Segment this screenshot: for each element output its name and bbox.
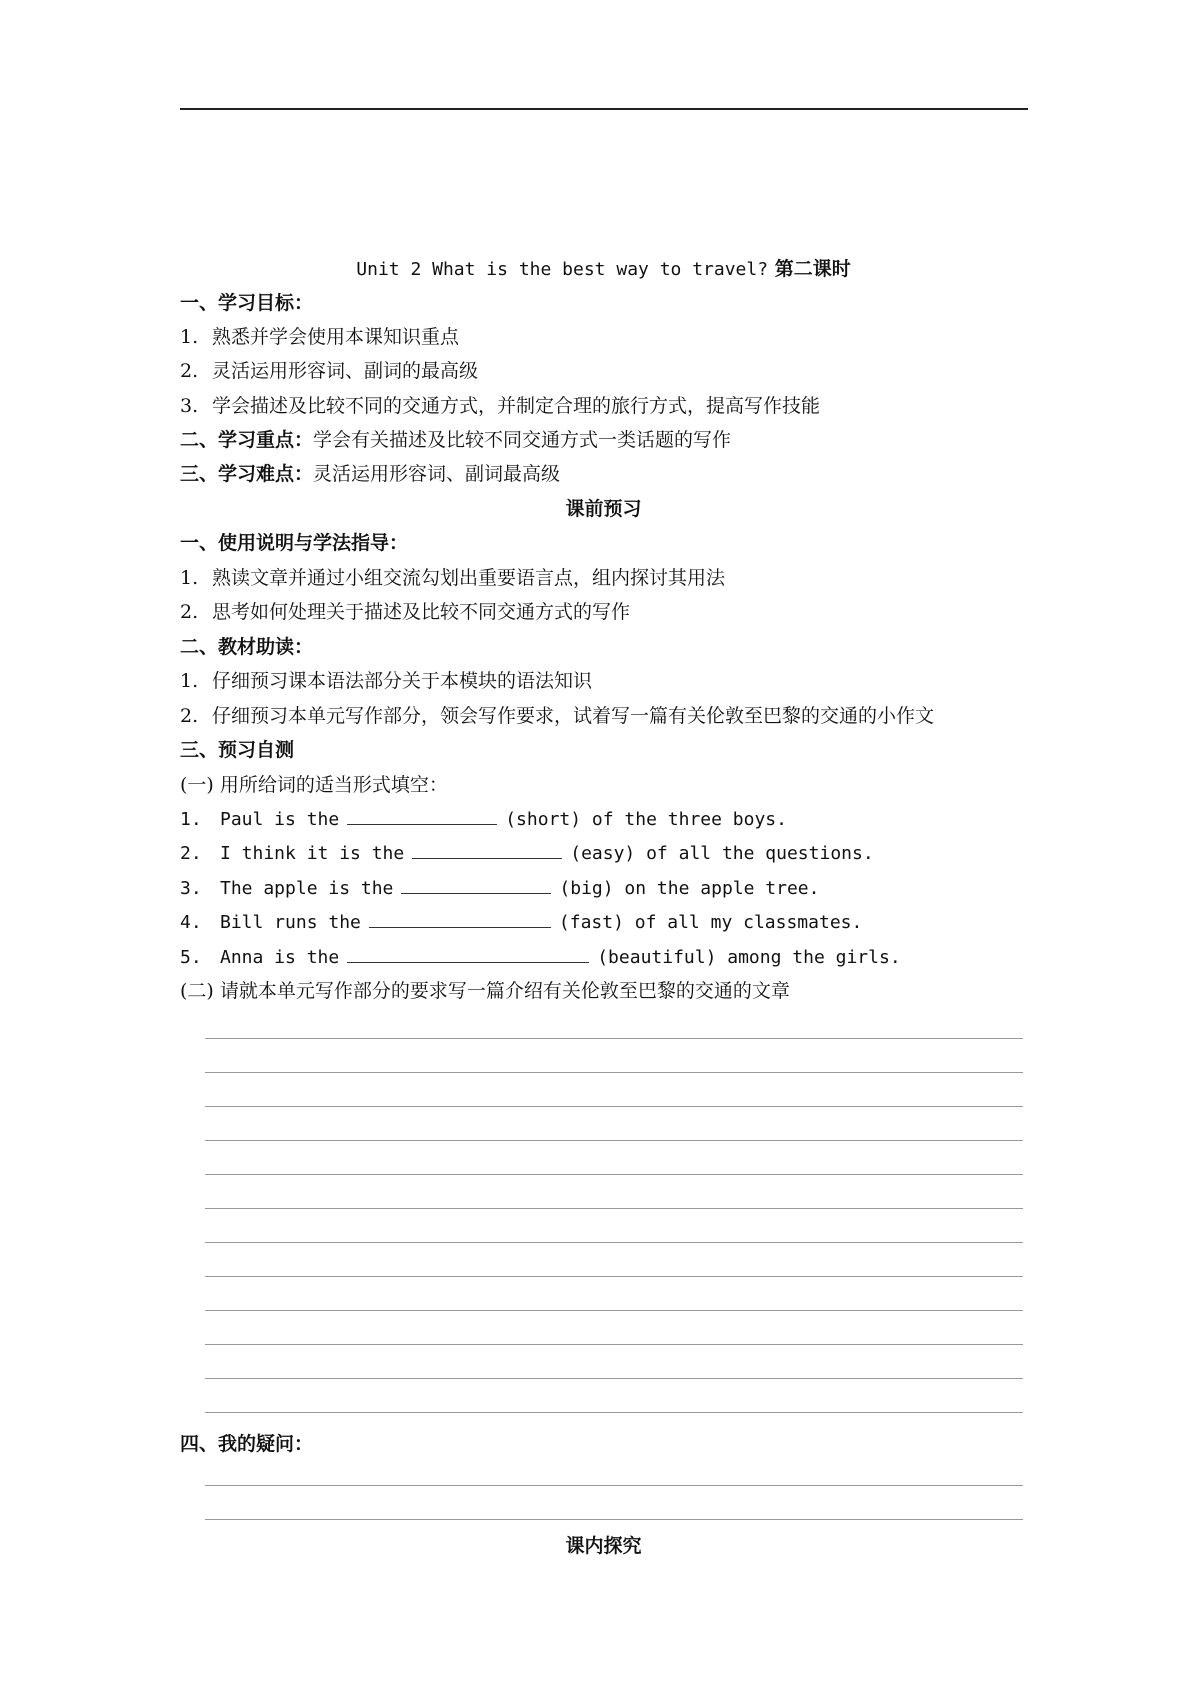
- part1-instruction: (一) 用所给词的适当形式填空：: [180, 774, 448, 796]
- writing-line[interactable]: [205, 1208, 1023, 1209]
- exercise-item: 2. I think it is the (easy) of all the questions.: [180, 840, 874, 867]
- title-cn: 第二课时: [774, 258, 851, 280]
- answer-blank[interactable]: [347, 944, 589, 963]
- writing-line[interactable]: [205, 1310, 1023, 1311]
- textbook-heading: 二、教材助读：: [180, 636, 314, 658]
- goals-heading: 一、学习目标：: [180, 292, 314, 314]
- questions-heading: 四、我的疑问：: [180, 1433, 314, 1455]
- writing-line[interactable]: [205, 1378, 1023, 1379]
- instruction-item: 2. 思考如何处理关于描述及比较不同交通方式的写作: [180, 601, 631, 623]
- preview-heading: 课前预习: [565, 498, 642, 520]
- question-line[interactable]: [205, 1519, 1023, 1520]
- goal-item: 2. 灵活运用形容词、副词的最高级: [180, 360, 479, 382]
- exercise-item: 1. Paul is the (short) of the three boys.: [180, 806, 787, 833]
- key-point: 二、学习重点：学会有关描述及比较不同交通方式一类话题的写作: [180, 429, 732, 451]
- exercise-item: 5. Anna is the (beautiful) among the girls.: [180, 944, 901, 971]
- writing-line[interactable]: [205, 1140, 1023, 1141]
- writing-line[interactable]: [205, 1106, 1023, 1107]
- instruction-item: 1. 熟读文章并通过小组交流勾划出重要语言点，组内探讨其用法: [180, 567, 726, 589]
- in-class-heading: 课内探究: [565, 1535, 642, 1557]
- answer-blank[interactable]: [401, 875, 551, 894]
- page-title: [0, 256, 1200, 283]
- self-test-heading: 三、预习自测: [180, 739, 295, 761]
- goal-item: 3. 学会描述及比较不同的交通方式，并制定合理的旅行方式，提高写作技能: [180, 395, 821, 417]
- difficulty: 三、学习难点：灵活运用形容词、副词最高级: [180, 463, 561, 485]
- textbook-item: 2. 仔细预习本单元写作部分，领会写作要求，试着写一篇有关伦敦至巴黎的交通的小作文: [180, 705, 935, 727]
- question-line[interactable]: [205, 1485, 1023, 1486]
- writing-line[interactable]: [205, 1344, 1023, 1345]
- title-en: Unit 2 What is the best way to travel?: [356, 259, 769, 280]
- textbook-item: 1. 仔细预习课本语法部分关于本模块的语法知识: [180, 670, 593, 692]
- goal-item: 1. 熟悉并学会使用本课知识重点: [180, 326, 460, 348]
- writing-line[interactable]: [205, 1412, 1023, 1413]
- writing-line[interactable]: [205, 1174, 1023, 1175]
- writing-line[interactable]: [205, 1276, 1023, 1277]
- writing-line[interactable]: [205, 1072, 1023, 1073]
- header-rule: [180, 108, 1028, 110]
- writing-line[interactable]: [205, 1038, 1023, 1039]
- exercise-item: 4. Bill runs the (fast) of all my classmates.: [180, 909, 862, 936]
- answer-blank[interactable]: [369, 909, 551, 928]
- answer-blank[interactable]: [412, 840, 562, 859]
- exercise-item: 3. The apple is the (big) on the apple tree.: [180, 875, 819, 902]
- answer-blank[interactable]: [347, 806, 497, 825]
- writing-line[interactable]: [205, 1242, 1023, 1243]
- instructions-heading: 一、使用说明与学法指导：: [180, 532, 409, 554]
- part2-instruction: (二) 请就本单元写作部分的要求写一篇介绍有关伦敦至巴黎的交通的文章: [180, 980, 790, 1002]
